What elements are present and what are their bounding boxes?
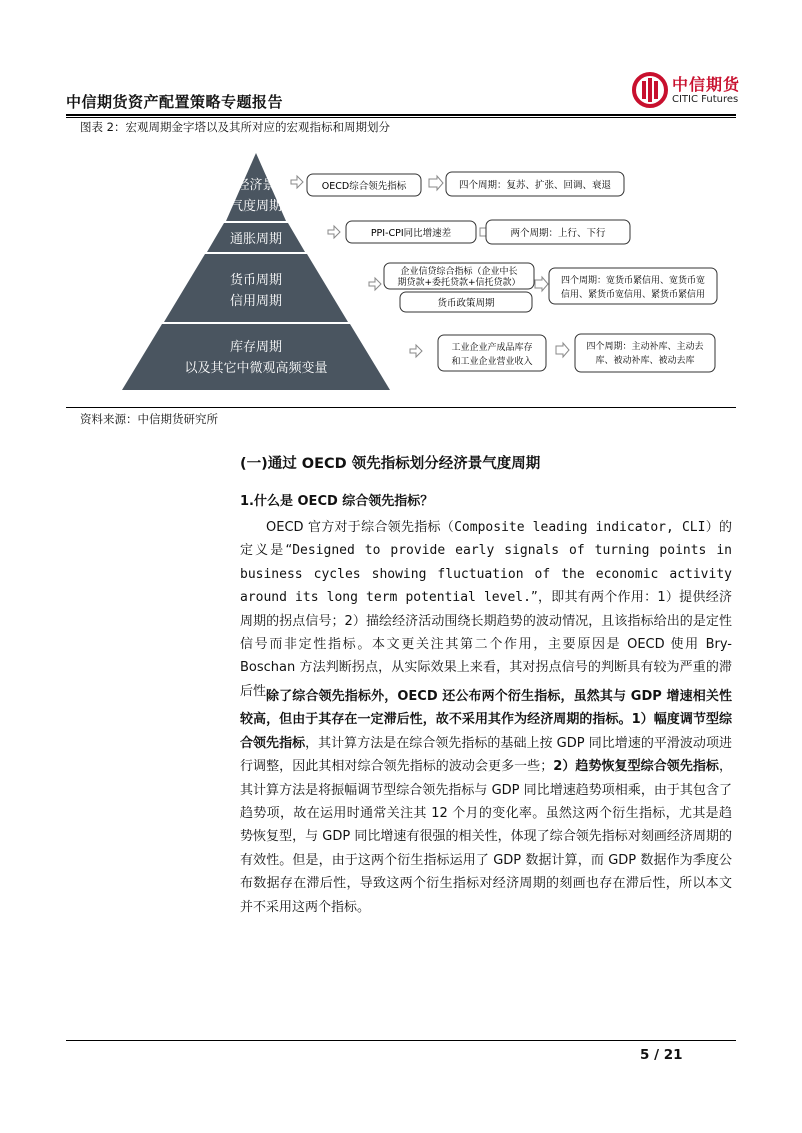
- figure-caption: 图表 2：宏观周期金字塔以及其所对应的宏观指标和周期划分: [80, 120, 390, 134]
- section-title: (一)通过 OECD 领先指标划分经济景气度周期: [240, 456, 541, 472]
- tier2-label: 通胀周期: [229, 232, 283, 247]
- macro-cycle-pyramid-figure: [66, 134, 736, 404]
- tier1-line2: 气度周期: [229, 199, 283, 214]
- header-rule: [66, 114, 736, 116]
- credit-indicator-line1: 企业信贷综合指标（企业中长: [400, 267, 518, 277]
- para2-text1: ，其计算方法是在综合领先指标的基础上按 GDP 同比增速的平滑波动项进行调整，因此其相对综合领先指标的波动会更多一些；: [240, 735, 732, 775]
- page-separator: /: [654, 1047, 660, 1063]
- para1-quote: Designed to provide early signals of turning points in business cycles showing fluctuation of the economic activity around its long term potential level.: [240, 543, 732, 606]
- inventory-cycle-box: [575, 334, 715, 372]
- inflation-cycle-text: 两个周期：上行、下行: [510, 228, 606, 239]
- source-rule: [66, 407, 736, 408]
- inventory-cycle-line2: 库、被动补库、被动去库: [595, 356, 695, 366]
- credit-indicator-line2: 期贷款+委托贷款+信托贷款）: [397, 278, 521, 288]
- logo-text-en: CITIC Futures: [672, 94, 739, 105]
- arrow-icon-row1-b: [429, 176, 443, 190]
- paragraph-2: [240, 685, 732, 919]
- arrow-icon-row3-b: [535, 277, 548, 291]
- footer-rule: [66, 1040, 736, 1041]
- citic-logo-icon: [632, 70, 668, 110]
- page-number: [640, 1047, 683, 1063]
- paragraph-1: [240, 516, 732, 703]
- arrow-icon-row2: [328, 226, 340, 238]
- para2-bold2: 2）趋势恢复型综合领先指标: [553, 759, 719, 775]
- tier3-line1: 货币周期: [229, 273, 283, 288]
- pyramid-tier-3: [164, 254, 348, 322]
- citic-futures-logo: [632, 70, 744, 114]
- para1-lead: OECD 官方对于综合领先指标（: [266, 520, 455, 535]
- arrow-icon-row4: [410, 345, 422, 357]
- tier4-line1: 库存周期: [229, 340, 283, 355]
- arrow-icon-row3: [369, 278, 381, 290]
- tier4-line2: 以及其它中微观高频变量: [184, 361, 328, 376]
- tier3-line2: 信用周期: [229, 294, 283, 309]
- para1-term: Composite leading indicator, CLI: [454, 520, 706, 535]
- para2-bold1: 除了综合领先指标外，OECD 还公布两个衍生指标，虽然其与 GDP 增速相关性较高，但由于其存在一定滞后性，故不采用其作为经济周期的指标。1）幅度调节型综合领先指标: [240, 689, 732, 751]
- credit-cycle-line2: 信用、紧货币宽信用、紧货币紧信用: [560, 290, 706, 300]
- arrow-icon-row1: [291, 176, 303, 188]
- monetary-policy-text: 货币政策周期: [437, 298, 495, 309]
- report-title: 中信期货资产配置策略专题报告: [66, 93, 284, 111]
- arrow-icon-row4-b: [556, 343, 569, 357]
- subsection-title: 1.什么是 OECD 综合领先指标？: [240, 494, 434, 509]
- page-current: 5: [640, 1047, 650, 1063]
- page-total: 21: [663, 1047, 683, 1063]
- tier1-line1: 经济景: [236, 178, 276, 193]
- econ-cycle-text: 四个周期：复苏、扩张、回调、衰退: [458, 180, 612, 191]
- logo-text-cn: 中信期货: [672, 75, 741, 94]
- para2-text2: ，其计算方法是将振幅调节型综合领先指标与 GDP 同比增速趋势项相乘，由于其包含了趋势项，故在运用时通常关注其 12 个月的变化率。虽然这两个衍生指标，尤其是趋势恢复型，与 GDP 同比增速有很强的相关性，体现了综合领先指标对刻画经济周期的有效性。但是，由于这两个衍生指标运用了 GDP 数据计算，而 GDP 数据作为季度公布数据存在滞后性，导致这两个衍生指标对经济周期的刻画也存在滞后性，所以本文并不采用这两个指标。: [240, 759, 732, 915]
- oecd-indicator-text: OECD综合领先指标: [321, 181, 407, 192]
- figure-source: 资料来源：中信期货研究所: [80, 412, 218, 426]
- para1-def-intro: ）的定义是“: [240, 520, 732, 559]
- inventory-indicator-line2: 和工业企业营业收入: [451, 357, 533, 367]
- pyramid-tier-4: [122, 324, 390, 390]
- ppi-cpi-text: PPI-CPI同比增速差: [370, 228, 452, 239]
- inventory-indicator-line1: 工业企业产成品库存: [451, 343, 533, 353]
- credit-cycle-line1: 四个周期：宽货币紧信用、宽货币宽: [560, 276, 706, 286]
- para1-rest: ”，即其有两个作用：1）提供经济周期的拐点信号；2）描绘经济活动围绕长期趋势的波动情况，且该指标给出的是定性信号而非定性指标。本文更关注其第二个作用，主要原因是 OECD 使用 Bry-Boschan 方法判断拐点，从实际效果上来看，其对拐点信号的判断具有较为严重的滞后性。: [240, 590, 732, 699]
- inventory-cycle-line1: 四个周期：主动补库、主动去: [586, 342, 704, 352]
- header-rule-thin: [66, 117, 736, 118]
